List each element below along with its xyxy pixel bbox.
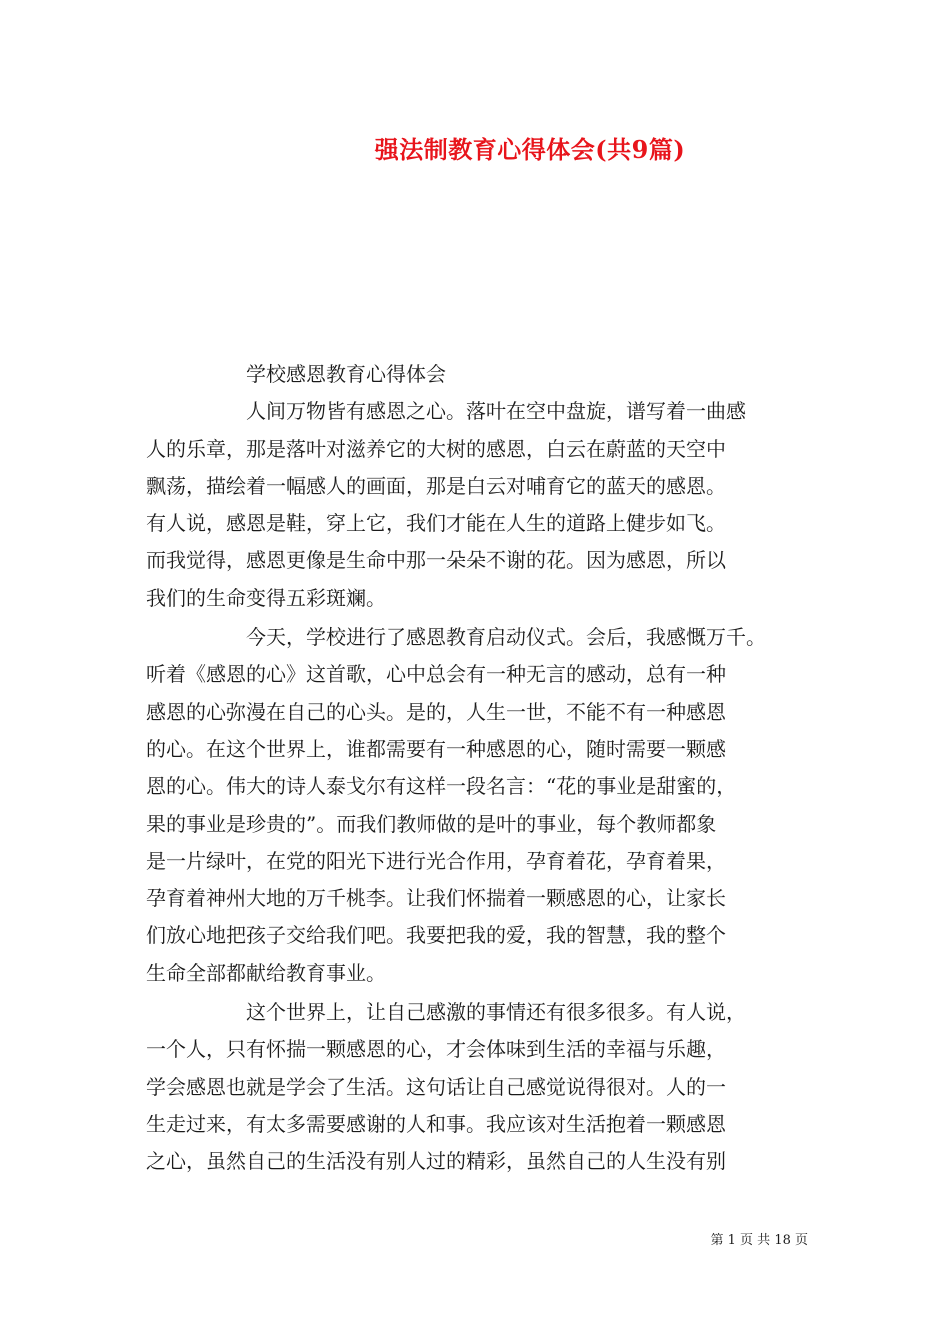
paragraph-line: 人的乐章，那是落叶对滋养它的大树的感恩，白云在蔚蓝的天空中 xyxy=(146,436,726,461)
paragraph-line: 果的事业是珍贵的”。而我们教师做的是叶的事业，每个教师都象 xyxy=(146,811,717,836)
paragraph-line: 一个人，只有怀揣一颗感恩的心，才会体味到生活的幸福与乐趣， xyxy=(146,1037,726,1062)
paragraph-line: 我们的生命变得五彩斑斓。 xyxy=(146,585,386,610)
paragraph-line: 生命全部都献给教育事业。 xyxy=(146,960,386,985)
section-heading: 学校感恩教育心得体会 xyxy=(246,362,446,386)
paragraph-line: 飘荡，描绘着一幅感人的画面，那是白云对哺育它的蓝天的感恩。 xyxy=(146,473,726,498)
paragraph-2 xyxy=(146,619,808,992)
paragraph-line: 这个世界上，让自己感激的事情还有很多很多。有人说， xyxy=(246,1000,746,1025)
paragraph-line: 听着《感恩的心》这首歌，心中总会有一种无言的感动，总有一种 xyxy=(146,662,726,687)
paragraph-line: 之心，虽然自己的生活没有别人过的精彩，虽然自己的人生没有别 xyxy=(146,1149,726,1174)
paragraph-line: 学会感恩也就是学会了生活。这句话让自己感觉说得很对。人的一 xyxy=(146,1074,726,1099)
paragraph-line: 是一片绿叶，在党的阳光下进行光合作用，孕育着花，孕育着果， xyxy=(146,848,726,873)
paragraph-line: 生走过来，有太多需要感谢的人和事。我应该对生活抱着一颗感恩 xyxy=(146,1111,726,1136)
page-title: 强法制教育心得体会(共9篇) xyxy=(374,135,686,164)
paragraph-line: 有人说，感恩是鞋，穿上它，我们才能在人生的道路上健步如飞。 xyxy=(146,511,726,536)
paragraph-line: 们放心地把孩子交给我们吧。我要把我的爱，我的智慧，我的整个 xyxy=(146,923,726,948)
page-number-footer: 第 1 页 共 18 页 xyxy=(710,1233,808,1248)
paragraph-line: 感恩的心弥漫在自己的心头。是的，人生一世，不能不有一种感恩 xyxy=(146,699,726,724)
paragraph-line: 今天，学校进行了感恩教育启动仪式。会后，我感慨万千。 xyxy=(246,625,766,650)
paragraph-1 xyxy=(146,393,808,617)
paragraph-line: 而我觉得，感恩更像是生命中那一朵朵不谢的花。因为感恩，所以 xyxy=(146,548,726,573)
paragraph-3 xyxy=(146,994,808,1180)
paragraph-line: 人间万物皆有感恩之心。落叶在空中盘旋，谱写着一曲感 xyxy=(246,399,746,424)
paragraph-line: 孕育着神州大地的万千桃李。让我们怀揣着一颗感恩的心，让家长 xyxy=(146,886,726,911)
paragraph-line: 恩的心。伟大的诗人泰戈尔有这样一段名言：“花的事业是甜蜜的， xyxy=(146,774,737,799)
paragraph-line: 的心。在这个世界上，谁都需要有一种感恩的心，随时需要一颗感 xyxy=(146,736,726,761)
document-body xyxy=(146,356,808,1181)
